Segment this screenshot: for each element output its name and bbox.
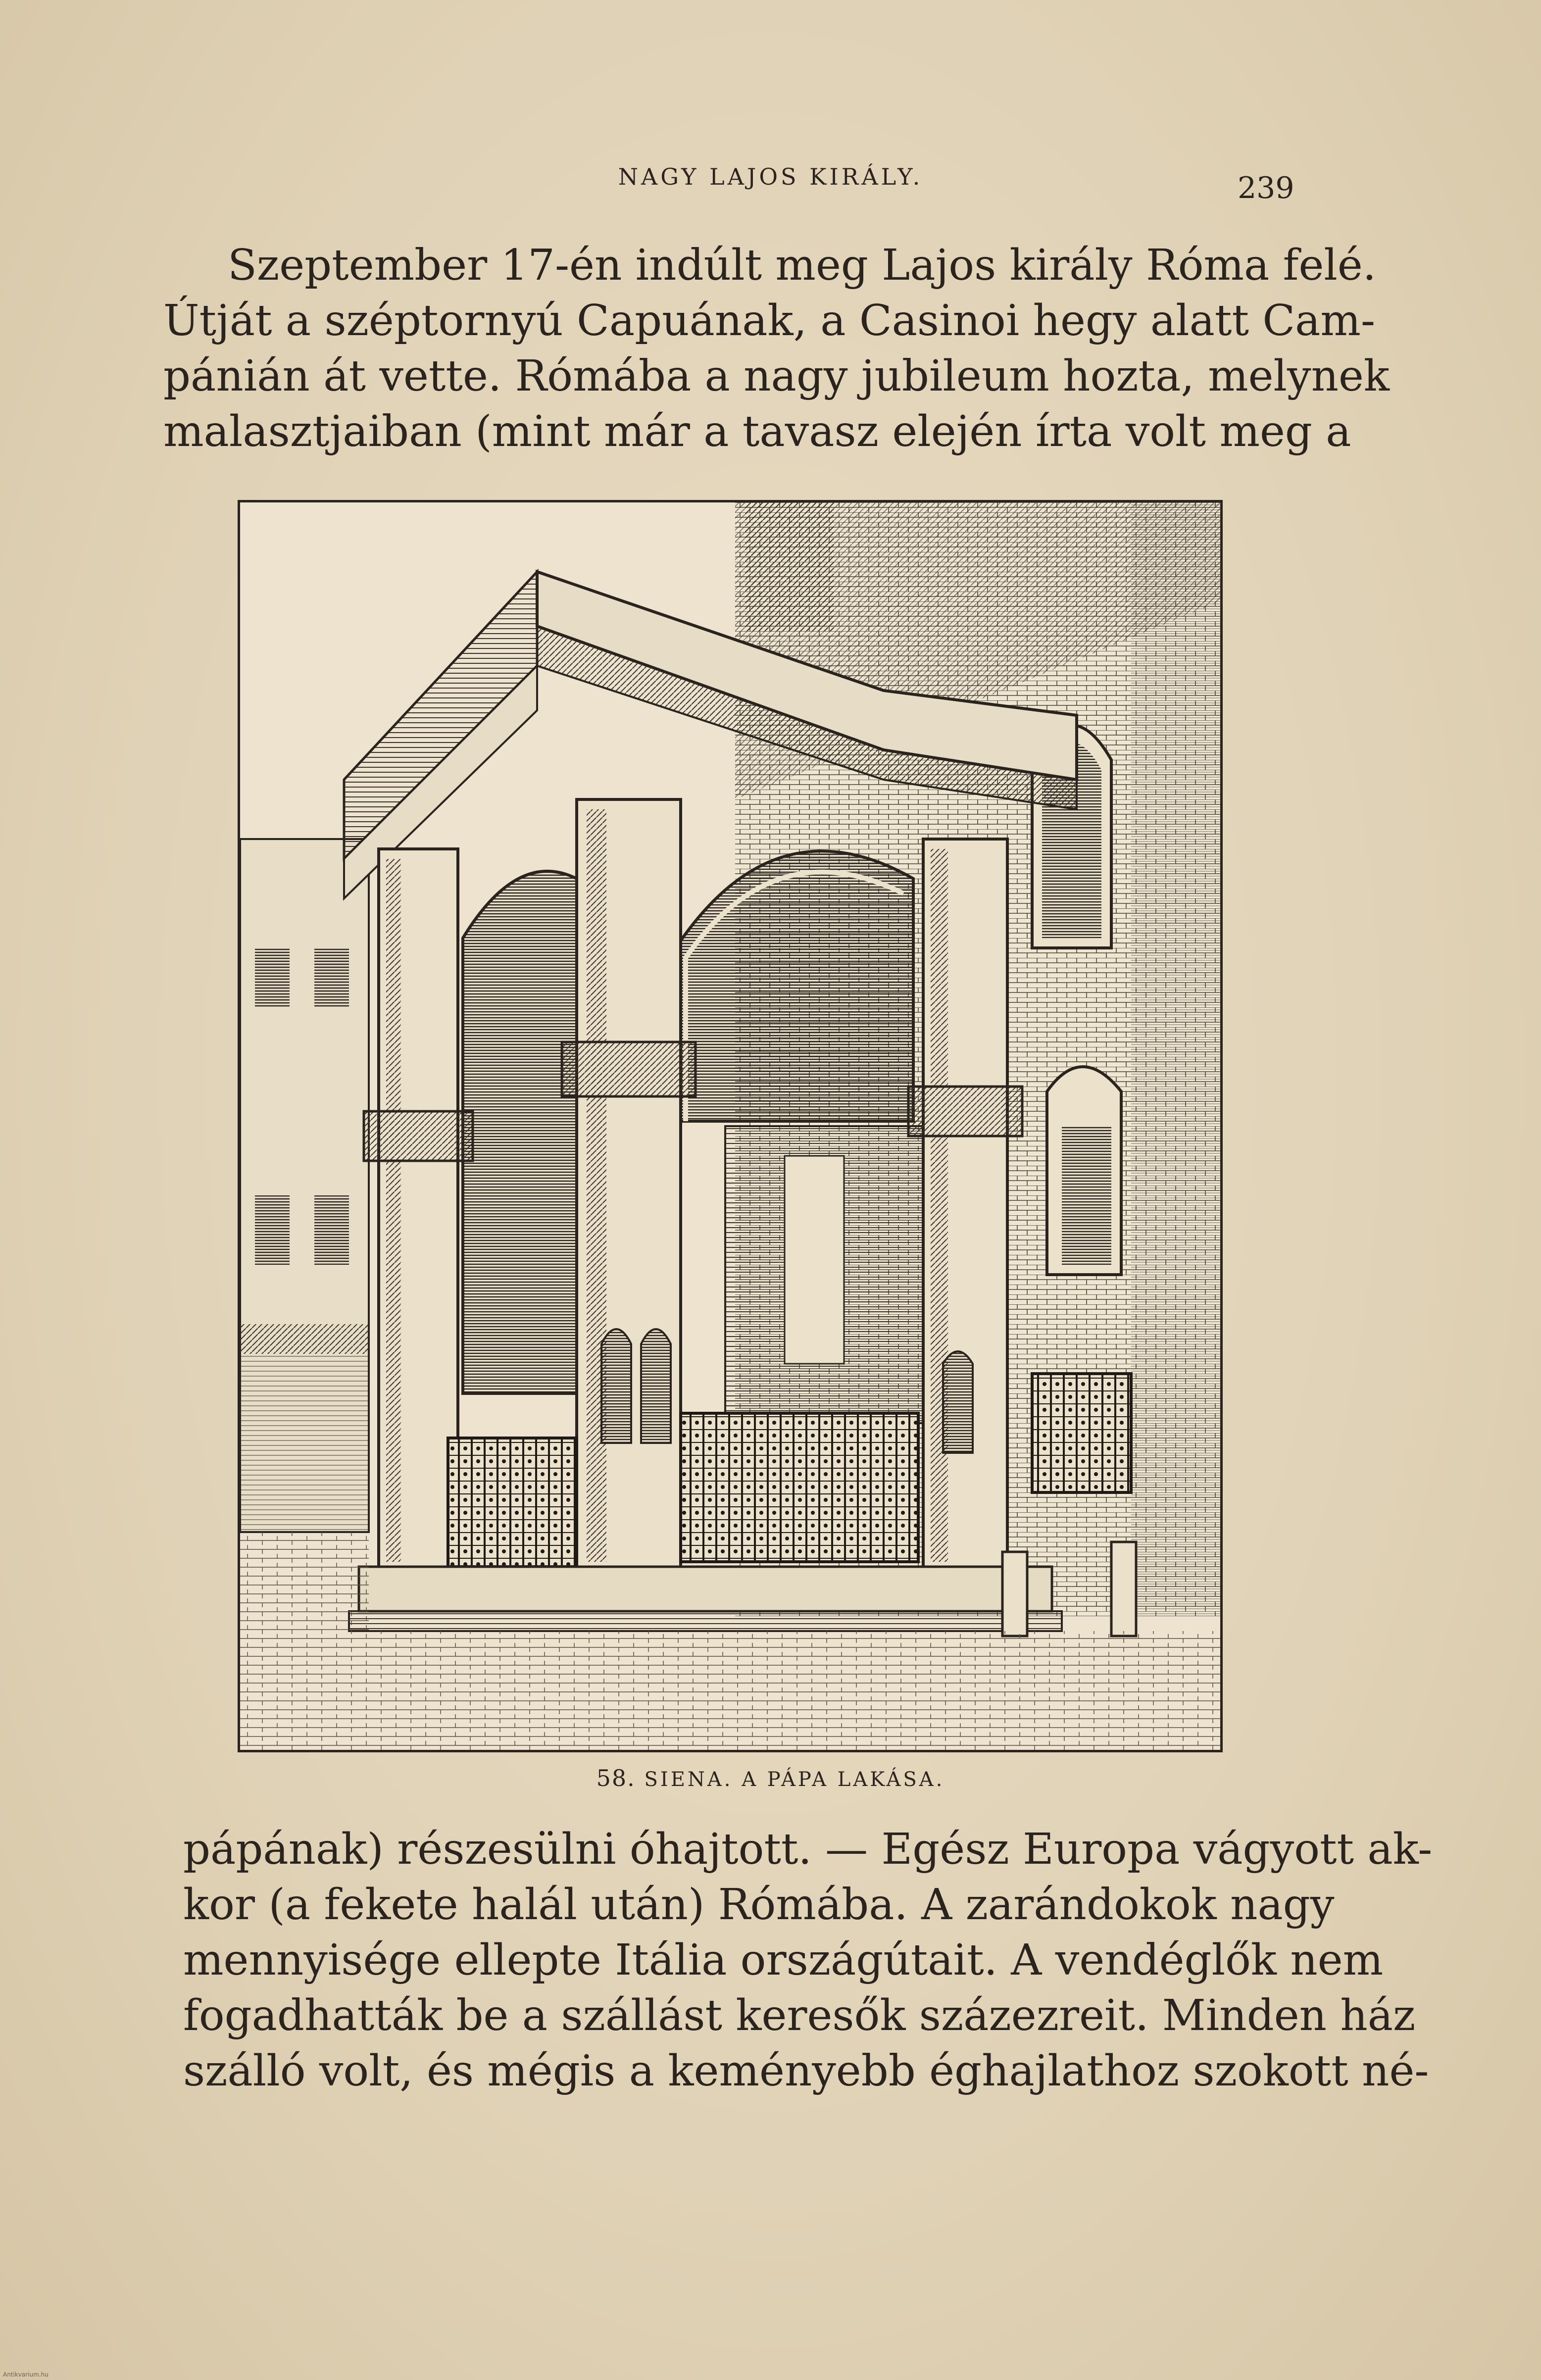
text-line: szálló volt, és mégis a keményebb éghajlathoz szokott né-: [183, 2046, 1429, 2096]
watermark: Antikvarium.hu: [3, 2371, 49, 2378]
text-line: fogadhatták be a szállást keresők százezreit. Minden ház: [183, 1991, 1416, 2040]
body-text-top: [163, 238, 1390, 459]
text-line: mennyisége ellepte Itália országútait. A vendéglők nem: [183, 1935, 1384, 1985]
figure-number: 58.: [596, 1765, 636, 1791]
text-line: pápának) részesülni óhajtott. — Egész Europa vágyott ak-: [183, 1825, 1433, 1874]
body-text-bottom: [183, 1822, 1433, 2099]
text-line: kor (a fekete halál után) Rómába. A zarándokok nagy: [183, 1880, 1335, 1930]
text-line: pánián át vette. Rómába a nagy jubileum hozta, melynek: [163, 351, 1390, 401]
figure-caption-text: SIENA. A PÁPA LAKÁSA.: [644, 1768, 945, 1791]
figure-caption: [0, 1765, 1541, 1791]
engraving-illustration: [238, 500, 1223, 1752]
text-line: malasztjaiban (mint már a tavasz elején írta volt meg a: [163, 407, 1351, 456]
page-number: 239: [1238, 171, 1294, 205]
running-head: NAGY LAJOS KIRÁLY.: [618, 163, 923, 190]
text-line: Szeptember 17-én indúlt meg Lajos király Róma felé.: [228, 241, 1377, 290]
text-line: Útját a széptornyú Capuának, a Casinoi hegy alatt Cam-: [163, 296, 1376, 346]
